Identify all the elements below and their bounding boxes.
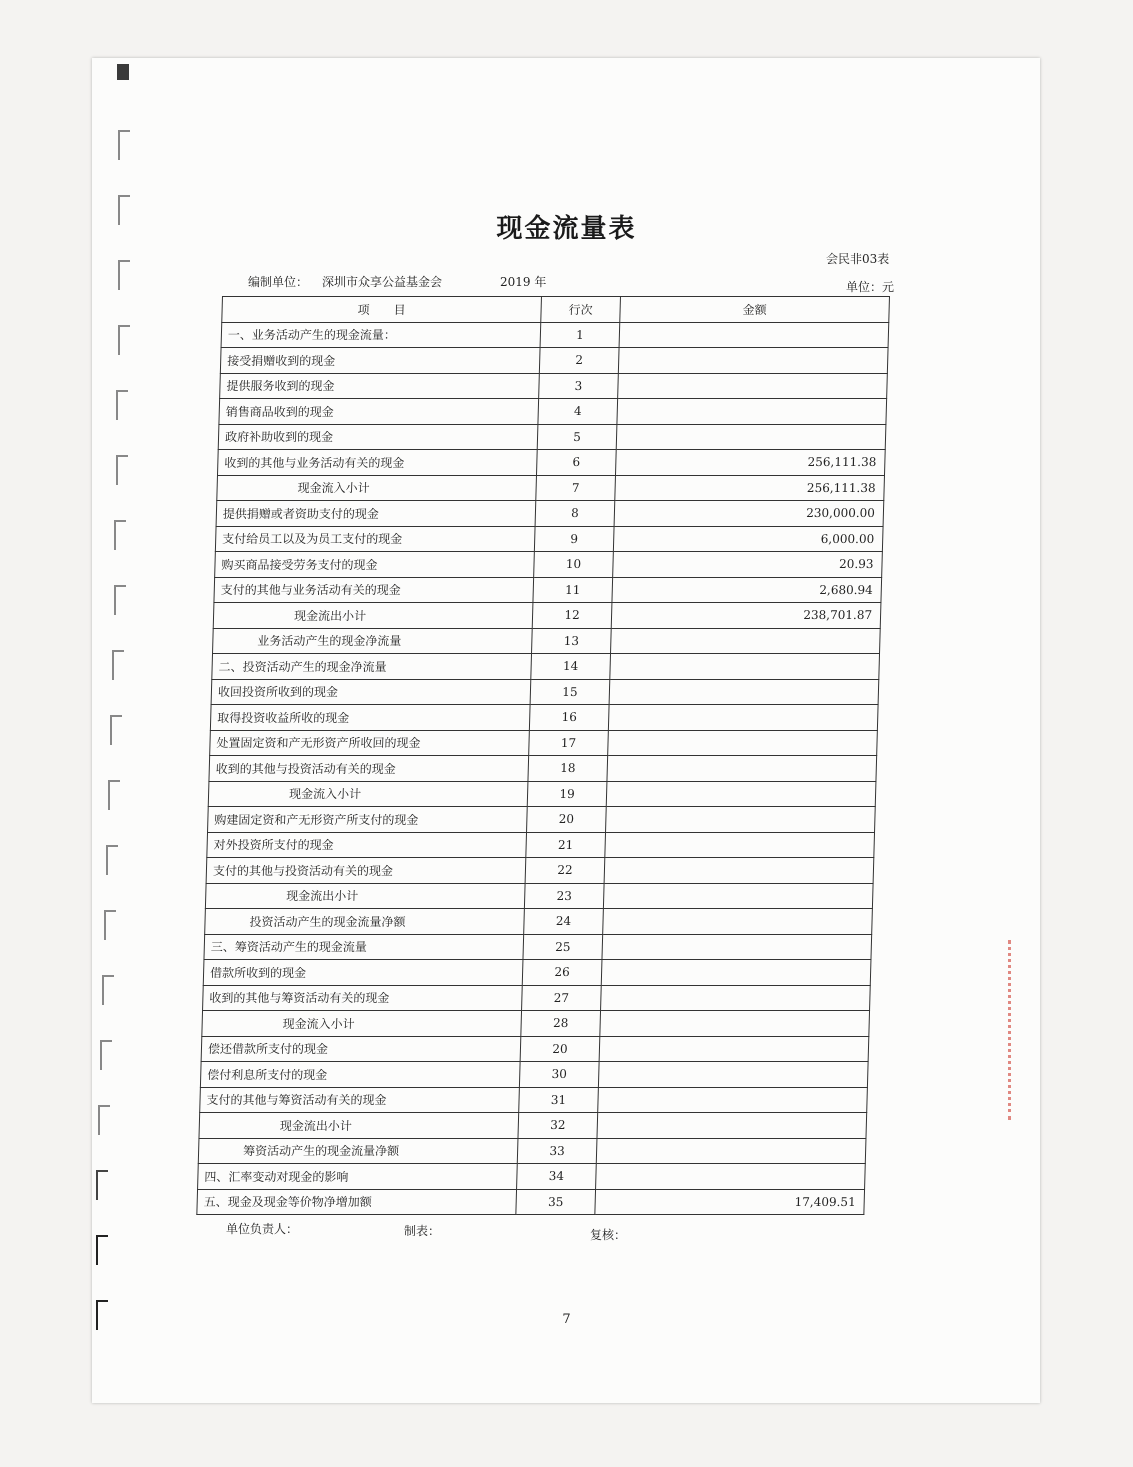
row-number: 21 [526,832,606,858]
row-item: 筹资活动产生的现金流量净额 [198,1138,518,1164]
row-number: 20 [520,1036,600,1062]
row-item: 收到的其他与投资活动有关的现金 [209,756,529,782]
row-amount [596,1164,866,1190]
table-row [203,960,871,986]
table-row [198,1138,866,1164]
table-row [211,679,879,705]
table-row [215,552,883,578]
table-row [205,909,873,935]
row-number: 26 [522,960,602,986]
row-number: 32 [518,1113,598,1139]
table-row [213,628,881,654]
row-amount [616,424,886,450]
row-amount: 20.93 [613,552,883,578]
row-amount [605,832,875,858]
row-number: 25 [523,934,603,960]
cash-flow-table [196,296,890,1215]
row-number: 10 [534,552,614,578]
table-row [218,424,886,450]
row-amount [606,781,876,807]
row-number: 7 [536,475,616,501]
row-item: 业务活动产生的现金净流量 [213,628,533,654]
row-number: 14 [531,654,611,680]
row-amount [598,1087,868,1113]
table-row [200,1087,868,1113]
row-number: 3 [539,373,619,399]
row-number: 17 [529,730,609,756]
row-amount [603,909,873,935]
table-row [215,526,883,552]
unit-label: 单位：元 [846,280,895,294]
row-item: 购买商品接受劳务支付的现金 [215,552,535,578]
row-item: 收到的其他与筹资活动有关的现金 [203,985,523,1011]
row-amount [600,1011,870,1037]
row-amount [608,730,878,756]
row-number: 16 [529,705,609,731]
row-amount [607,756,877,782]
table-row [198,1164,866,1190]
row-amount [609,679,879,705]
row-item: 对外投资所支付的现金 [207,832,527,858]
table-row [213,603,881,629]
row-number: 31 [519,1087,599,1113]
row-number: 4 [538,399,618,425]
table-row [206,858,874,884]
row-item: 政府补助收到的现金 [218,424,538,450]
header-row-no: 行次 [541,297,621,323]
row-amount: 256,111.38 [616,450,886,476]
row-number: 24 [524,909,604,935]
report-year: 2019 年 [500,275,547,289]
table-row [221,322,889,348]
row-amount: 256,111.38 [615,475,885,501]
table-header-row [222,297,890,323]
row-item: 现金流入小计 [217,475,537,501]
row-number: 1 [540,322,620,348]
row-item: 提供捐赠或者资助支付的现金 [216,501,536,527]
row-amount [619,322,889,348]
row-item: 二、投资活动产生的现金净流量 [212,654,532,680]
binding-marks [96,80,136,1400]
row-item: 处置固定资和产无形资产所收回的现金 [210,730,530,756]
row-item: 借款所收到的现金 [203,960,523,986]
row-item: 现金流入小计 [202,1011,522,1037]
document-title: 现金流量表 [496,214,637,244]
table-row [220,348,888,374]
row-item: 支付的其他与投资活动有关的现金 [206,858,526,884]
row-amount [598,1062,868,1088]
table-row [205,883,873,909]
table-row [209,756,877,782]
row-number: 9 [534,526,614,552]
row-item: 现金流入小计 [208,781,528,807]
row-amount [618,348,888,374]
table-row [197,1189,865,1215]
table-row [212,654,880,680]
row-amount: 230,000.00 [614,501,884,527]
row-item: 偿付利息所支付的现金 [200,1062,520,1088]
row-item: 购建固定资和产无形资产所支付的现金 [208,807,528,833]
table-row [219,399,887,425]
row-amount [601,985,871,1011]
table-row [218,450,886,476]
row-amount [618,373,888,399]
row-amount [606,807,876,833]
row-item: 现金流出小计 [205,883,525,909]
row-number: 34 [517,1164,597,1190]
row-number: 23 [524,883,604,909]
row-amount [601,960,871,986]
row-amount [602,934,872,960]
header-item: 项 目 [222,297,542,323]
row-item: 取得投资收益所收的现金 [210,705,530,731]
row-item: 支付的其他与筹资活动有关的现金 [200,1087,520,1113]
row-amount [608,705,878,731]
row-number: 18 [528,756,608,782]
table-row [199,1113,867,1139]
row-amount [611,628,881,654]
row-number: 28 [521,1011,601,1037]
row-amount: 238,701.87 [611,603,881,629]
table-row [217,475,885,501]
row-item: 现金流出小计 [199,1113,519,1139]
row-item: 现金流出小计 [213,603,533,629]
row-item: 销售商品收到的现金 [219,399,539,425]
row-number: 2 [539,348,619,374]
org-label: 编制单位： [248,275,309,289]
table-row [210,730,878,756]
row-item: 三、筹资活动产生的现金流量 [204,934,524,960]
table-row [220,373,888,399]
table-row [200,1062,868,1088]
table-row [216,501,884,527]
row-number: 12 [532,603,612,629]
row-number: 8 [535,501,615,527]
row-number: 6 [537,450,617,476]
row-item: 一、业务活动产生的现金流量： [221,322,541,348]
row-number: 13 [532,628,612,654]
red-seal-edge [1008,940,1041,1120]
row-number: 35 [516,1189,596,1215]
row-amount: 2,680.94 [612,577,882,603]
row-item: 接受捐赠收到的现金 [220,348,540,374]
row-item: 收到的其他与业务活动有关的现金 [218,450,538,476]
row-item: 提供服务收到的现金 [220,373,540,399]
header-amount: 金额 [620,297,890,323]
row-item: 五、现金及现金等价物净增加额 [197,1189,517,1215]
row-amount [617,399,887,425]
row-number: 11 [533,577,613,603]
row-number: 19 [527,781,607,807]
row-item: 投资活动产生的现金流量净额 [205,909,525,935]
table-row [204,934,872,960]
table-row [202,1011,870,1037]
table-row [214,577,882,603]
row-item: 偿还借款所支付的现金 [201,1036,521,1062]
table-row [203,985,871,1011]
row-number: 22 [525,858,605,884]
footer-head: 单位负责人： [226,1222,299,1236]
footer-reviewer: 复核： [590,1228,627,1242]
row-number: 15 [530,679,610,705]
row-item: 四、汇率变动对现金的影响 [198,1164,518,1190]
table-row [208,781,876,807]
row-item: 支付的其他与业务活动有关的现金 [214,577,534,603]
binding-clip [117,64,129,80]
row-amount [603,883,873,909]
table-row [210,705,878,731]
row-amount: 6,000.00 [613,526,883,552]
table-row [201,1036,869,1062]
row-amount [610,654,880,680]
row-number: 5 [537,424,617,450]
form-code: 会民非03表 [826,252,890,266]
row-amount [596,1138,866,1164]
page-number: 7 [562,1312,571,1327]
row-number: 30 [519,1062,599,1088]
row-amount [604,858,874,884]
row-number: 27 [522,985,602,1011]
row-amount [599,1036,869,1062]
row-item: 收回投资所收到的现金 [211,679,531,705]
row-number: 33 [517,1138,597,1164]
row-amount: 17,409.51 [595,1189,865,1215]
row-item: 支付给员工以及为员工支付的现金 [215,526,535,552]
row-number: 20 [527,807,607,833]
org-name: 深圳市众享公益基金会 [322,275,443,289]
table-row [208,807,876,833]
table-row [207,832,875,858]
footer-preparer: 制表： [404,1224,441,1238]
row-amount [597,1113,867,1139]
